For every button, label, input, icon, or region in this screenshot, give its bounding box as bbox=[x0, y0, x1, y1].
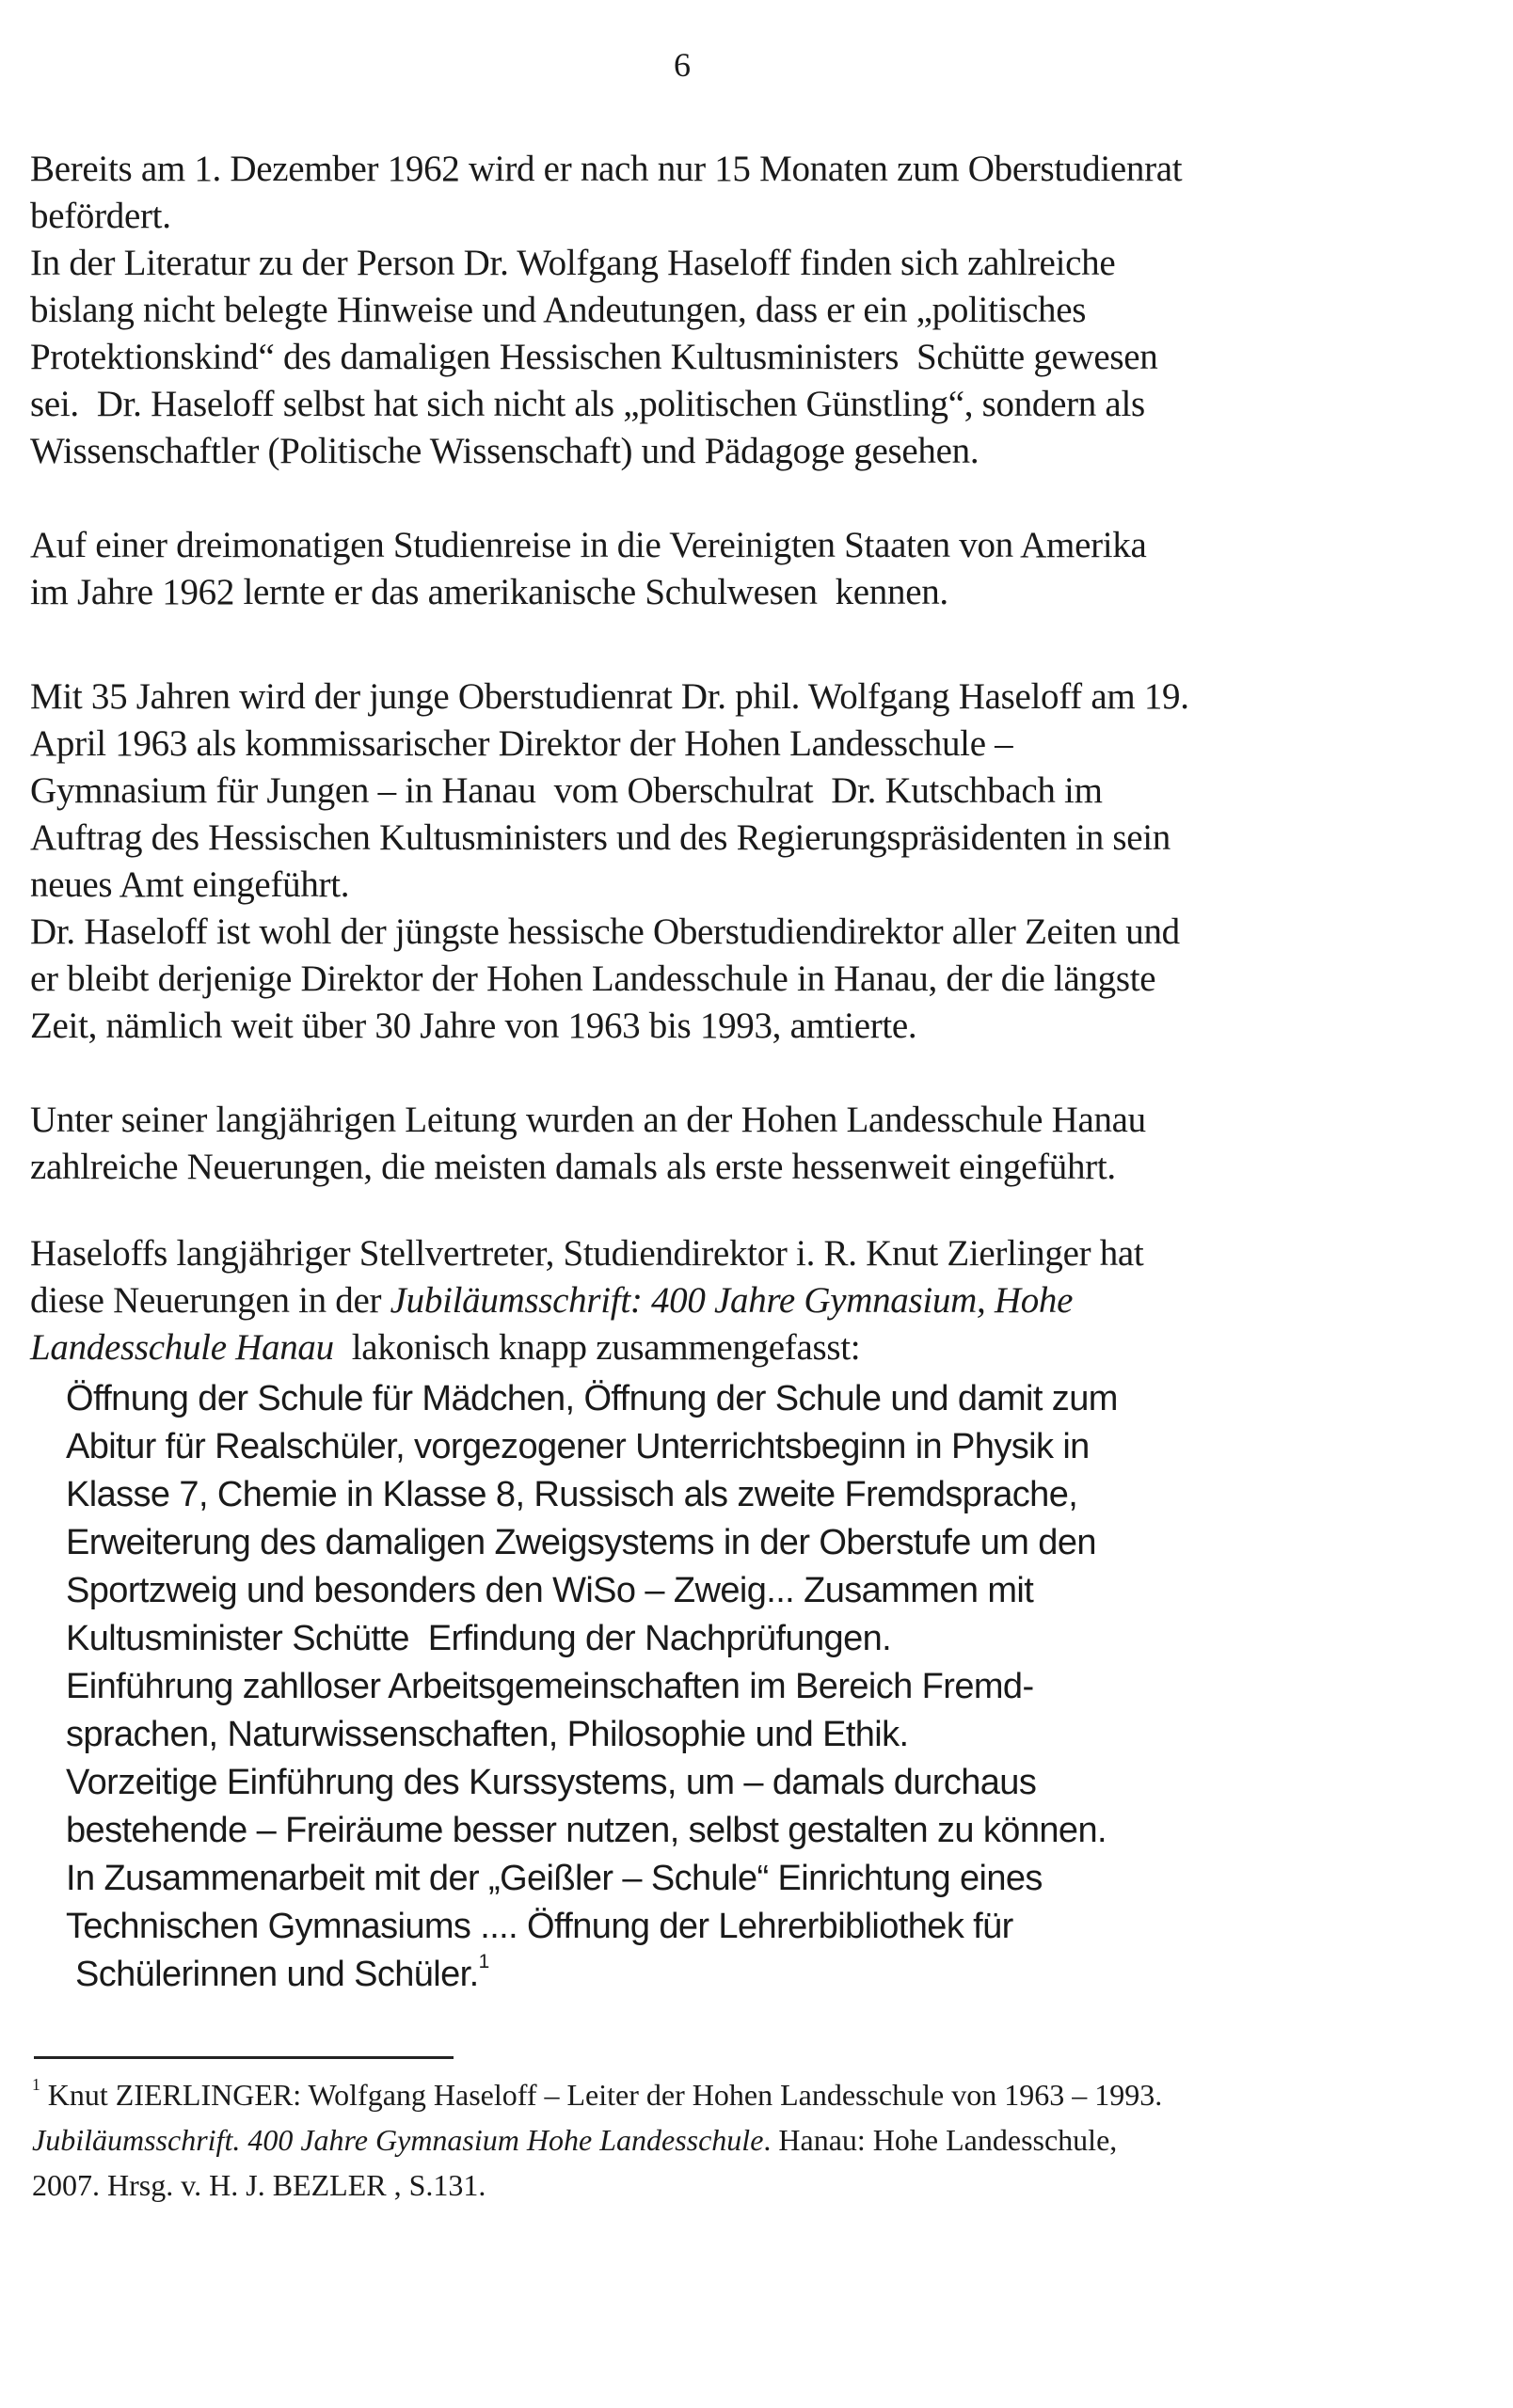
text-line bbox=[30, 1326, 1143, 1373]
text-segment: Klasse 7, Chemie in Klasse 8, Russisch als zweite Fremdsprache, bbox=[66, 1475, 1078, 1514]
block-quote bbox=[66, 1375, 1118, 1999]
text-line bbox=[30, 769, 1189, 816]
text-segment: neues Amt eingeführt. bbox=[30, 864, 350, 905]
text-segment: In der Literatur zu der Person Dr. Wolfgang Haseloff finden sich zahlreiche bbox=[30, 243, 1116, 283]
text-segment: Dr. Haseloff ist wohl der jüngste hessische Oberstudiendirektor aller Zeiten und bbox=[30, 911, 1180, 952]
text-segment: Öffnung der Schule für Mädchen, Öffnung der Schule und damit zum bbox=[66, 1379, 1118, 1418]
footnote-marker: 1 bbox=[32, 2075, 40, 2095]
text-segment: Sportzweig und besonders den WiSo – Zweig... Zusammen mit bbox=[66, 1571, 1034, 1610]
paragraph-4 bbox=[30, 1099, 1146, 1193]
text-segment: Knut ZIERLINGER: Wolfgang Haseloff – Leiter der Hohen Landesschule von 1963 – 1993. bbox=[40, 2078, 1163, 2112]
text-segment: Erweiterung des damaligen Zweigsystems in der Oberstufe um den bbox=[66, 1523, 1096, 1562]
footnote bbox=[32, 2072, 1162, 2208]
text-line bbox=[66, 1615, 1118, 1663]
text-segment: Auf einer dreimonatigen Studienreise in die Vereinigten Staaten von Amerika bbox=[30, 525, 1147, 565]
text-line bbox=[30, 430, 1182, 477]
paragraph-3 bbox=[30, 675, 1189, 1052]
text-line bbox=[66, 1519, 1118, 1567]
text-line bbox=[66, 1807, 1118, 1855]
paragraph-1 bbox=[30, 148, 1182, 477]
text-segment: Mit 35 Jahren wird der junge Oberstudienrat Dr. phil. Wolfgang Haseloff am 19. bbox=[30, 676, 1189, 717]
text-line bbox=[30, 148, 1182, 195]
text-line bbox=[66, 1375, 1118, 1423]
text-segment: Einführung zahlloser Arbeitsgemeinschaften im Bereich Fremd- bbox=[66, 1667, 1034, 1706]
text-segment: Haseloffs langjähriger Stellvertreter, Studiendirektor i. R. Knut Zierlinger hat bbox=[30, 1233, 1144, 1274]
text-segment: April 1963 als kommissarischer Direktor der Hohen Landesschule – bbox=[30, 723, 1013, 764]
text-segment: er bleibt derjenige Direktor der Hohen Landesschule in Hanau, der die längste bbox=[30, 958, 1156, 999]
paragraph-5 bbox=[30, 1232, 1143, 1373]
italic-text: Landesschule Hanau bbox=[30, 1327, 334, 1368]
text-line bbox=[30, 571, 1147, 618]
text-line bbox=[30, 863, 1189, 911]
text-line bbox=[66, 1471, 1118, 1519]
italic-text: Jubiläumsschrift: 400 Jahre Gymnasium, Hohe bbox=[390, 1280, 1074, 1321]
text-line bbox=[30, 1232, 1143, 1279]
paragraph-2 bbox=[30, 524, 1147, 618]
text-segment: Unter seiner langjährigen Leitung wurden an der Hohen Landesschule Hanau bbox=[30, 1100, 1146, 1140]
text-segment: lakonisch knapp zusammengefasst: bbox=[333, 1327, 861, 1368]
text-line bbox=[66, 1663, 1118, 1711]
text-line bbox=[32, 2072, 1162, 2117]
text-line bbox=[66, 1951, 1118, 1999]
text-line bbox=[30, 524, 1147, 571]
text-line bbox=[66, 1567, 1118, 1615]
text-segment: Auftrag des Hessischen Kultusministers und des Regierungspräsidenten in sein bbox=[30, 817, 1171, 858]
text-segment: zahlreiche Neuerungen, die meisten damals als erste hessenweit eingeführt. bbox=[30, 1147, 1116, 1187]
text-line bbox=[30, 958, 1189, 1005]
text-line bbox=[30, 242, 1182, 289]
text-line bbox=[66, 1855, 1118, 1903]
text-line bbox=[32, 2117, 1162, 2162]
text-segment: In Zusammenarbeit mit der „Geißler – Schule“ Einrichtung eines bbox=[66, 1859, 1043, 1898]
text-line bbox=[30, 1005, 1189, 1052]
text-segment: Abitur für Realschüler, vorgezogener Unterrichtsbeginn in Physik in bbox=[66, 1427, 1090, 1466]
footnote-marker: 1 bbox=[478, 1951, 489, 1973]
text-line bbox=[30, 1279, 1143, 1326]
text-segment: sei. Dr. Haseloff selbst hat sich nicht als „politischen Günstling“, sondern als bbox=[30, 384, 1145, 424]
footnote-divider bbox=[34, 2056, 454, 2059]
text-segment: Wissenschaftler (Politische Wissenschaft) und Pädagoge gesehen. bbox=[30, 431, 979, 471]
text-segment: 2007. Hrsg. v. H. J. BEZLER , S.131. bbox=[32, 2168, 486, 2202]
text-segment: Vorzeitige Einführung des Kurssystems, um – damals durchaus bbox=[66, 1763, 1037, 1802]
text-segment: sprachen, Naturwissenschaften, Philosophie und Ethik. bbox=[66, 1715, 909, 1754]
text-segment: befördert. bbox=[30, 196, 171, 236]
text-line bbox=[66, 1903, 1118, 1951]
text-line bbox=[30, 1146, 1146, 1193]
text-line bbox=[30, 195, 1182, 242]
text-line bbox=[32, 2162, 1162, 2208]
text-segment: Technischen Gymnasiums .... Öffnung der Lehrerbibliothek für bbox=[66, 1907, 1013, 1946]
text-line bbox=[30, 1099, 1146, 1146]
text-line bbox=[30, 816, 1189, 863]
italic-text: Jubiläumsschrift. 400 Jahre Gymnasium Hohe Landesschule bbox=[32, 2123, 764, 2157]
text-line bbox=[30, 289, 1182, 336]
text-segment: Schülerinnen und Schüler. bbox=[66, 1955, 479, 1994]
text-line bbox=[66, 1423, 1118, 1471]
text-line bbox=[30, 336, 1182, 383]
text-line bbox=[30, 383, 1182, 430]
text-segment: bislang nicht belegte Hinweise und Andeutungen, dass er ein „politisches bbox=[30, 290, 1087, 330]
text-line bbox=[66, 1711, 1118, 1759]
text-line bbox=[30, 911, 1189, 958]
text-line bbox=[66, 1759, 1118, 1807]
text-segment: Zeit, nämlich weit über 30 Jahre von 1963 bis 1993, amtierte. bbox=[30, 1006, 917, 1046]
text-segment: . Hanau: Hohe Landesschule, bbox=[763, 2123, 1118, 2157]
text-line bbox=[30, 722, 1189, 769]
text-segment: Protektionskind“ des damaligen Hessischen Kultusministers Schütte gewesen bbox=[30, 337, 1158, 377]
text-segment: Gymnasium für Jungen – in Hanau vom Oberschulrat Dr. Kutschbach im bbox=[30, 770, 1103, 811]
text-segment: Bereits am 1. Dezember 1962 wird er nach nur 15 Monaten zum Oberstudienrat bbox=[30, 149, 1183, 189]
text-segment: bestehende – Freiräume besser nutzen, selbst gestalten zu können. bbox=[66, 1811, 1107, 1850]
text-segment: im Jahre 1962 lernte er das amerikanische Schulwesen kennen. bbox=[30, 572, 948, 612]
text-segment: Kultusminister Schütte Erfindung der Nachprüfungen. bbox=[66, 1619, 892, 1658]
text-line bbox=[30, 675, 1189, 722]
text-segment: diese Neuerungen in der bbox=[30, 1280, 390, 1321]
page-number: 6 bbox=[674, 46, 691, 84]
